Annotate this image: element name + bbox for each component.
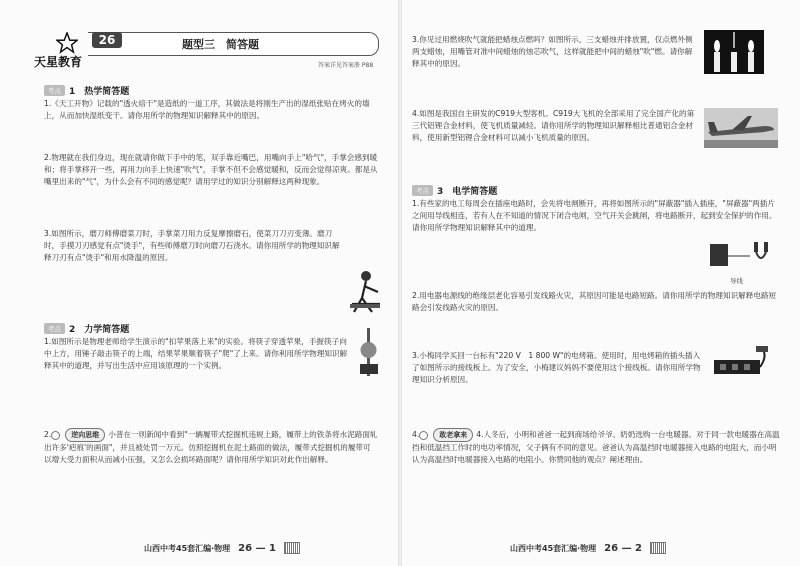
question-mech-2 xyxy=(44,428,378,466)
question-text: 4.如图是我国自主研发的C919大型客机。C919大飞机的全部采用了完全国产化的第三代铝锂合金材料，使飞机质量减轻。请你用所学的物理知识解释相比普通铝合金材料，使用新型铝锂合金材料可以减小飞机质量的原因。 xyxy=(412,109,695,142)
question-text: 1.如图所示是物理老师给学生演示的"扣苹果落上来"的实验。将筷子穿透苹果，手握筷子向中上方，用锤子敲击筷子的上端，结果苹果顺着筷子"爬"了上来。请你利用所学物理知识解释其中的道理，并写出生活中应用该原理的一个实例。 xyxy=(44,337,348,370)
section-heat xyxy=(44,84,129,97)
qr-icon xyxy=(284,542,300,554)
question-number: 4. xyxy=(412,430,420,439)
section-label: 1 热学简答题 xyxy=(69,87,130,97)
shield-plug-figure xyxy=(706,238,778,272)
question-elec-4 xyxy=(412,428,780,466)
question-text: 3.小梅同学买回一台标有"220 V 1 800 W"的电烤箱。使用时，用电烤箱的插头插入了如图所示的接线板上。为了安全，小梅建议妈妈不要使用这个接线板。请你用所学物理知识分析原因。 xyxy=(412,351,701,384)
question-text: 3.如图所示，磨刀师傅磨菜刀时，手掌菜刀用力反复摩擦磨石，使菜刀刀刃变薄。磨刀时，手摸刀刃感觉有点"烫手"，有些师傅磨刀时向磨刀石浇水。请你用所学的物理知识解释刀刃有点"烫手"和用水降温的原因。 xyxy=(44,229,340,262)
right-page xyxy=(400,0,800,566)
circle-icon xyxy=(419,431,428,440)
question-body: 4.人冬后，小明和爸爸一起到商场给爷爷、奶奶选购一台电暖器。对于同一款电暖器在高温挡和低温挡工作时的电功率情况，父子俩有不同的意见。爸爸认为高温挡时电暖器接入电路的电阻大，而小明认为高温挡时电暖器接入电路的电阻小。你赞同他的观点？阐述理由。 xyxy=(412,430,780,464)
knife-grinding-figure xyxy=(346,268,386,314)
question-text: 3.你见过用燃烧吹气就能把蜡烛点燃吗？如图所示，三支蜡烛并排放置，仅点燃外侧两支蜡烛，用嘴管对准中间蜡烛的烛芯吹气，这样就能把中间的蜡烛"吹"燃。请你解释其中的原因。 xyxy=(412,35,693,68)
left-footer xyxy=(144,542,300,554)
footer-page: 26 — 2 xyxy=(604,542,643,554)
question-number: 2. xyxy=(44,430,52,439)
question-text xyxy=(412,428,780,466)
section-tag: 考点 xyxy=(44,85,65,96)
question-text: 2.用电器电源线的绝缘层老化容易引发线路火灾，其原因可能是电路短路。请你用所学的物理知识解释电路短路会引发线路火灾的原因。 xyxy=(412,291,777,312)
think-badge: 逆向思维 xyxy=(65,428,105,442)
section-electric xyxy=(412,184,497,197)
candles-figure xyxy=(704,30,764,74)
question-heat-3 xyxy=(44,228,344,264)
logo-text: 天星教育 xyxy=(34,55,83,69)
question-heat-2 xyxy=(44,152,378,188)
question-mech-1 xyxy=(44,336,352,372)
right-footer xyxy=(510,542,666,554)
question-text: 1.有些家的电工每周会在插座电路时，会先将电闸断开，再将如图所示的"屏蔽器"插入插座，"屏蔽器"两插片之间用导线相连，若有人在不知道的情况下闭合电闸，空气开关会跳闸，将电路断开，起到安全保护的作用。请你用所学物理知识解释其中的道理。 xyxy=(412,199,777,232)
footer-title: 山西中考45套汇编·物理 xyxy=(144,543,231,553)
section-label: 2 力学简答题 xyxy=(69,325,130,335)
question-heat-1 xyxy=(44,98,378,122)
header-note: 答案详见答案册 P88 xyxy=(318,62,374,69)
footer-page: 26 — 1 xyxy=(238,542,277,554)
question-elec-3 xyxy=(412,350,706,386)
section-tag: 考点 xyxy=(412,185,433,196)
star-icon xyxy=(56,32,78,54)
question-elec-1 xyxy=(412,198,780,234)
wire-label: 导线 xyxy=(730,277,743,285)
section-tag: 考点 xyxy=(44,323,65,334)
question-heat-3b xyxy=(412,34,696,70)
c919-plane-figure xyxy=(704,108,778,148)
question-text: 2.物理就在我们身边，现在就请你做下手中的笔，双手靠近嘴巴，用嘴向手上"哈气"，手掌会感到暖和；将手掌移开一些，再用力向手上快速"吹气"，手掌不但不会感觉暖和，反而会觉得凉爽。都是从嘴里出来的"气"，为什么会有不同的感觉呢？请用学过的知识分别解释这两种现象。 xyxy=(44,153,378,186)
circle-icon xyxy=(51,431,60,440)
apple-chopstick-figure xyxy=(356,328,382,376)
question-elec-2 xyxy=(412,290,780,314)
header-title: 题型三 简答题 xyxy=(182,38,259,51)
qr-icon xyxy=(650,542,666,554)
page-badge: 26 xyxy=(92,32,122,48)
footer-title: 山西中考45套汇编·物理 xyxy=(510,543,597,553)
think-badge: 敢老拿来 xyxy=(433,428,473,442)
section-mechanics xyxy=(44,322,129,335)
question-body: 小普在一则新闻中看到"一辆履带式挖掘机违规上路，履带上的铁条将水泥路面轧出许多'疤痕'的画面"，并且被处罚一万元。仿照挖掘机在泥土路面的做法，履带式挖掘机的履带可以增大受力面积从而减小压强，又怎么会损坏路面呢？请你用所学知识对此作出解释。 xyxy=(44,430,378,464)
question-text xyxy=(44,428,378,466)
question-heat-4 xyxy=(412,108,698,144)
power-strip-figure xyxy=(712,346,772,386)
question-text: 1.《天工开物》记载的"透火焙干"是造纸的一道工序，其做法是将刚生产出的湿纸张贴在烤火的墙上，从而加快湿纸变干。请你用所学的物理知识解释其中的原因。 xyxy=(44,99,370,120)
section-label: 3 电学简答题 xyxy=(437,187,498,197)
